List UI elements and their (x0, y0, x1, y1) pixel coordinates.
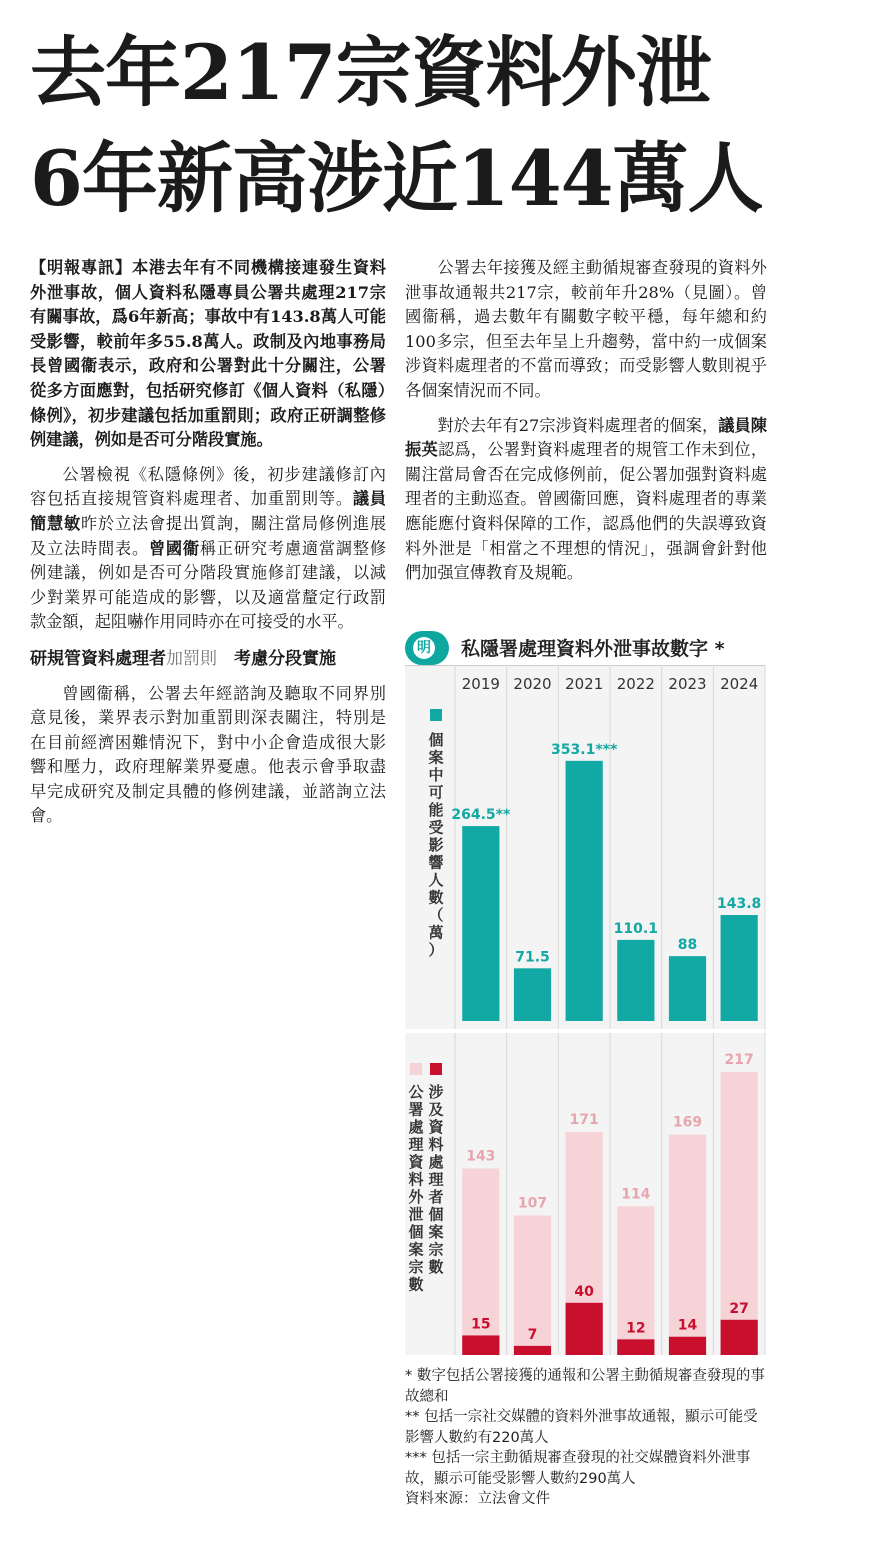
subheading-part-a: 研規管資料處理者 (30, 648, 166, 669)
chart-footnotes (405, 1366, 767, 1510)
footnote-1: * 數字包括公署接獲的通報和公署主動循規審查發現的事故總和 (405, 1368, 765, 1405)
affected-bar-2022 (617, 940, 654, 1021)
svg-text:案: 案 (408, 1240, 424, 1259)
chart-title: 私隱署處理資料外泄事故數字 * (461, 638, 725, 660)
svg-text:理: 理 (428, 1170, 444, 1189)
chart-svg (405, 665, 767, 1405)
processor-cases-label-2024: 27 (729, 1300, 749, 1317)
affected-label-2019: 264.5** (451, 807, 511, 824)
legend-affected (428, 731, 444, 959)
p2-text-a: 公署檢視《私隱條例》後，初步建議修訂內容包括直接規管資料處理者、加重罰則等。 (30, 464, 386, 509)
total-cases-label-2020: 107 (517, 1195, 548, 1212)
svg-text:影: 影 (428, 836, 444, 854)
svg-text:（: （ (428, 906, 444, 924)
lead-paragraph: 【明報專訊】本港去年有不同機構接連發生資料外泄事故，個人資料私隱專員公署共處理217宗有關事故，爲6年新高；事故中有143.8萬人可能受影響，較前年多55.8萬人。政制及內地事務局長曾國衞表示，政府和公署對此十分關注，公署從多方面應對，包括研究修訂《個人資料（私隱）條例》，初步建議包括加重罰則；政府正研調整修例建議，例如是否可分階段實施。 (30, 258, 386, 450)
total-cases-label-2024: 217 (724, 1051, 754, 1068)
svg-text:處: 處 (408, 1118, 424, 1136)
year-label-2023: 2023 (668, 675, 707, 693)
svg-text:人: 人 (428, 871, 444, 889)
svg-text:及: 及 (428, 1100, 444, 1119)
svg-text:宗: 宗 (408, 1258, 424, 1276)
paragraph-2 (30, 463, 386, 635)
article-column-right (405, 256, 767, 596)
year-label-2022: 2022 (616, 675, 655, 693)
svg-text:泄: 泄 (408, 1205, 424, 1224)
year-label-2019: 2019 (461, 675, 500, 693)
p2-official-name: 曾國衞 (148, 538, 200, 558)
footnote-2: ** 包括一宗社交媒體的資料外泄事故通報，顯示可能受影響人數約有220萬人 (405, 1409, 758, 1446)
p5-text-a: 對於去年有27宗涉資料處理者的個案， (437, 415, 719, 435)
subheading-part-c: 考慮分段實施 (217, 648, 336, 669)
year-label-2021: 2021 (565, 675, 604, 693)
affected-label-2021: 353.1*** (551, 741, 618, 758)
headline-line-1: 去年217宗資料外泄 (30, 28, 711, 117)
total-cases-label-2021: 171 (569, 1111, 599, 1128)
p5-text-b: 認爲，公署對資料處理者的規管工作未到位，關注當局會否在完成修例前，促公署加强對資料處理者的主動巡查。曾國衞回應，資料處理者的專業應能應付資料保障的工作，認爲他們的失誤導致資料外泄是「相當之不理想的情況」，强調會針對他們加强宣傳教育及規範。 (405, 440, 768, 583)
total-cases-label-2019: 143 (466, 1148, 496, 1165)
svg-text:個: 個 (428, 731, 444, 749)
svg-text:料: 料 (408, 1170, 424, 1189)
svg-text:者: 者 (428, 1188, 444, 1206)
svg-text:個: 個 (408, 1223, 424, 1241)
paragraph-4: 公署去年接獲及經主動循規審查發現的資料外泄事故通報共217宗，較前年升28%（見圖）。曾國衞稱，過去數年有關數字較平穩，每年總和約100多宗，但至去年呈上升趨勢，當中約一成個案涉資料處理者的不當而導致；而受影響人數則視乎各個案情況而不同。 (405, 258, 767, 400)
svg-text:處: 處 (428, 1153, 444, 1171)
svg-text:受: 受 (428, 818, 444, 837)
subheading-part-b: 加罰則 (166, 648, 217, 669)
article-column-left (30, 256, 386, 839)
affected-bar-2021 (566, 761, 603, 1021)
legend-swatch-affected (430, 709, 442, 721)
svg-text:外: 外 (408, 1188, 424, 1206)
svg-text:可: 可 (428, 783, 444, 802)
affected-label-2023: 88 (677, 937, 698, 954)
affected-bar-2019 (462, 826, 499, 1021)
affected-label-2020: 71.5 (515, 949, 550, 966)
subheading (30, 647, 386, 672)
processor-cases-label-2019: 15 (471, 1316, 491, 1333)
affected-bar-2024 (721, 915, 758, 1021)
paragraph-3: 曾國衞稱，公署去年經諮詢及聽取不同界別意見後，業界表示對加重罰則深表關注，特別是在目前經濟困難情況下，對中小企會造成很大影響和壓力，政府理解業界憂慮。他表示會爭取盡早完成研究及制定具體的修例建議，並諮詢立法會。 (30, 683, 386, 826)
legend-total (408, 1083, 424, 1294)
paragraph-5 (405, 414, 767, 586)
svg-text:理: 理 (408, 1135, 424, 1154)
svg-text:數: 數 (408, 1275, 424, 1294)
svg-text:公: 公 (408, 1083, 424, 1101)
svg-text:案: 案 (428, 748, 444, 767)
svg-text:個: 個 (428, 1205, 444, 1224)
affected-bar-2020 (514, 968, 551, 1021)
svg-text:資: 資 (408, 1153, 424, 1171)
legend-swatch-processor (430, 1063, 442, 1075)
p2-lawmaker-name: 議員簡慧敏 (30, 489, 387, 533)
processor-cases-bar-2020 (514, 1346, 551, 1355)
processor-cases-label-2022: 12 (626, 1320, 646, 1337)
p2-text-c: 稱正研究考慮適當調整修例建議，例如是否可分階段實施修訂建議，以減少對業界可能造成的影響，以及適當釐定行政罰款金額，起阻嚇作用同時亦在可接受的水平。 (30, 538, 387, 632)
logo-glyph: 明 (413, 637, 435, 659)
year-label-2020: 2020 (513, 675, 552, 693)
svg-text:宗: 宗 (428, 1240, 444, 1259)
legend-swatch-total (410, 1063, 422, 1075)
svg-text:萬: 萬 (428, 923, 444, 942)
processor-cases-bar-2023 (669, 1337, 706, 1355)
affected-bar-2023 (669, 956, 706, 1021)
svg-text:料: 料 (428, 1135, 444, 1154)
footnote-3: *** 包括一宗主動循規審查發現的社交媒體資料外泄事故，顯示可能受影響人數約290萬人 (405, 1450, 751, 1487)
year-label-2024: 2024 (720, 675, 759, 693)
processor-cases-bar-2024 (721, 1320, 758, 1355)
svg-text:涉: 涉 (428, 1083, 444, 1101)
p5-lawmaker-name: 議員陳振英 (405, 415, 767, 460)
svg-text:能: 能 (428, 801, 444, 819)
svg-text:響: 響 (428, 853, 444, 872)
affected-label-2024: 143.8 (717, 896, 762, 913)
legend-processor (428, 1083, 444, 1276)
source-note: 資料來源：立法會文件 (405, 1491, 550, 1507)
processor-cases-bar-2021 (566, 1303, 603, 1355)
svg-text:數: 數 (428, 888, 444, 907)
svg-text:數: 數 (428, 1258, 444, 1276)
headline-line-2: 6年新高涉近144萬人 (30, 134, 763, 223)
processor-cases-label-2021: 40 (574, 1283, 594, 1300)
total-cases-label-2023: 169 (672, 1114, 703, 1131)
processor-cases-bar-2022 (617, 1339, 654, 1355)
p2-text-b: 昨於立法會提出質詢，關注當局修例進展及立法時間表。 (30, 513, 387, 558)
processor-cases-label-2023: 14 (677, 1317, 698, 1334)
svg-text:資: 資 (428, 1118, 444, 1136)
ming-pao-logo-icon (405, 631, 449, 665)
svg-text:案: 案 (428, 1223, 444, 1241)
total-cases-label-2022: 114 (621, 1186, 651, 1203)
processor-cases-label-2020: 7 (527, 1326, 538, 1343)
svg-text:署: 署 (408, 1100, 424, 1119)
svg-text:）: ） (428, 941, 444, 959)
affected-label-2022: 110.1 (613, 920, 658, 937)
svg-text:中: 中 (428, 766, 444, 784)
processor-cases-bar-2019 (462, 1335, 499, 1355)
